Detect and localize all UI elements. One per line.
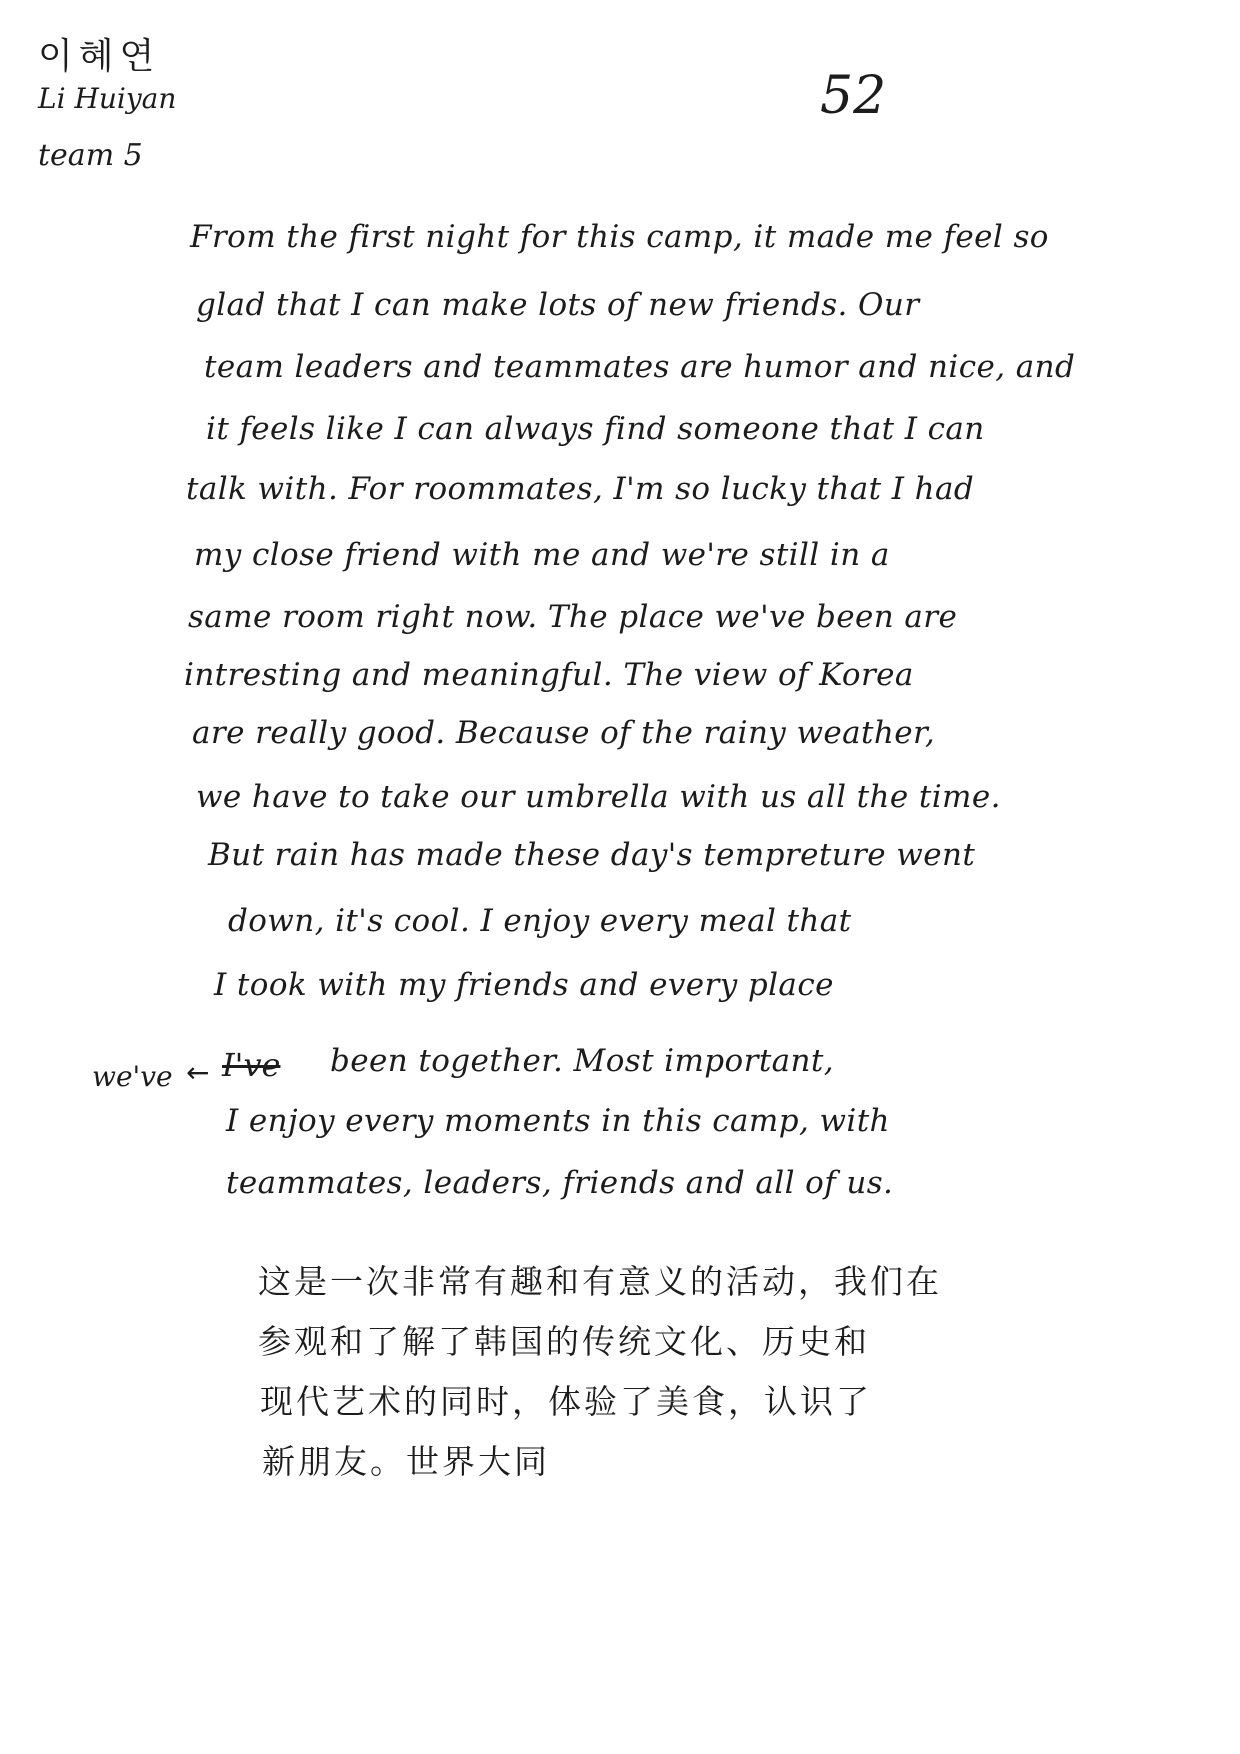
essay-line-16: teammates, leaders, friends and all of us. [226,1165,894,1201]
essay-line-2: glad that I can make lots of new friends. Our [196,287,920,323]
chinese-line-4: 新朋友。世界大同 [262,1442,550,1481]
essay-line-4: it feels like I can always find someone that I can [206,411,985,447]
chinese-line-1: 这是一次非常有趣和有意义的活动，我们在 [258,1262,942,1301]
essay-line-1: From the first night for this camp, it made me feel so [190,219,1049,255]
name-korean: 이혜연 [38,36,161,77]
essay-line-3: team leaders and teammates are humor and nice, and [204,349,1076,385]
insertion-arrow: ← [186,1056,210,1089]
essay-line-15: I enjoy every moments in this camp, with [226,1103,890,1139]
struck-out-word: I've [222,1046,281,1084]
essay-line-14: been together. Most important, [330,1043,835,1079]
name-latin: Li Huiyan [38,82,177,115]
score-mark: 52 [820,66,887,126]
essay-line-13: I took with my friends and every place [214,967,834,1003]
essay-line-7: same room right now. The place we've been are [188,599,958,635]
chinese-line-3: 现代艺术的同时，体验了美食，认识了 [260,1382,872,1421]
chinese-line-2: 参观和了解了韩国的传统文化、历史和 [258,1322,870,1361]
essay-line-8: intresting and meaningful. The view of Korea [184,657,914,693]
team-label: team 5 [38,138,143,173]
margin-insertion: we've [92,1060,173,1093]
essay-line-10: we have to take our umbrella with us all the time. [196,779,1001,815]
essay-line-11: But rain has made these day's tempreture went [208,837,976,873]
essay-line-12: down, it's cool. I enjoy every meal that [228,903,852,939]
essay-line-9: are really good. Because of the rainy weather, [192,715,936,751]
essay-line-5: talk with. For roommates, I'm so lucky that I had [186,471,975,507]
essay-line-6: my close friend with me and we're still in a [194,537,890,573]
